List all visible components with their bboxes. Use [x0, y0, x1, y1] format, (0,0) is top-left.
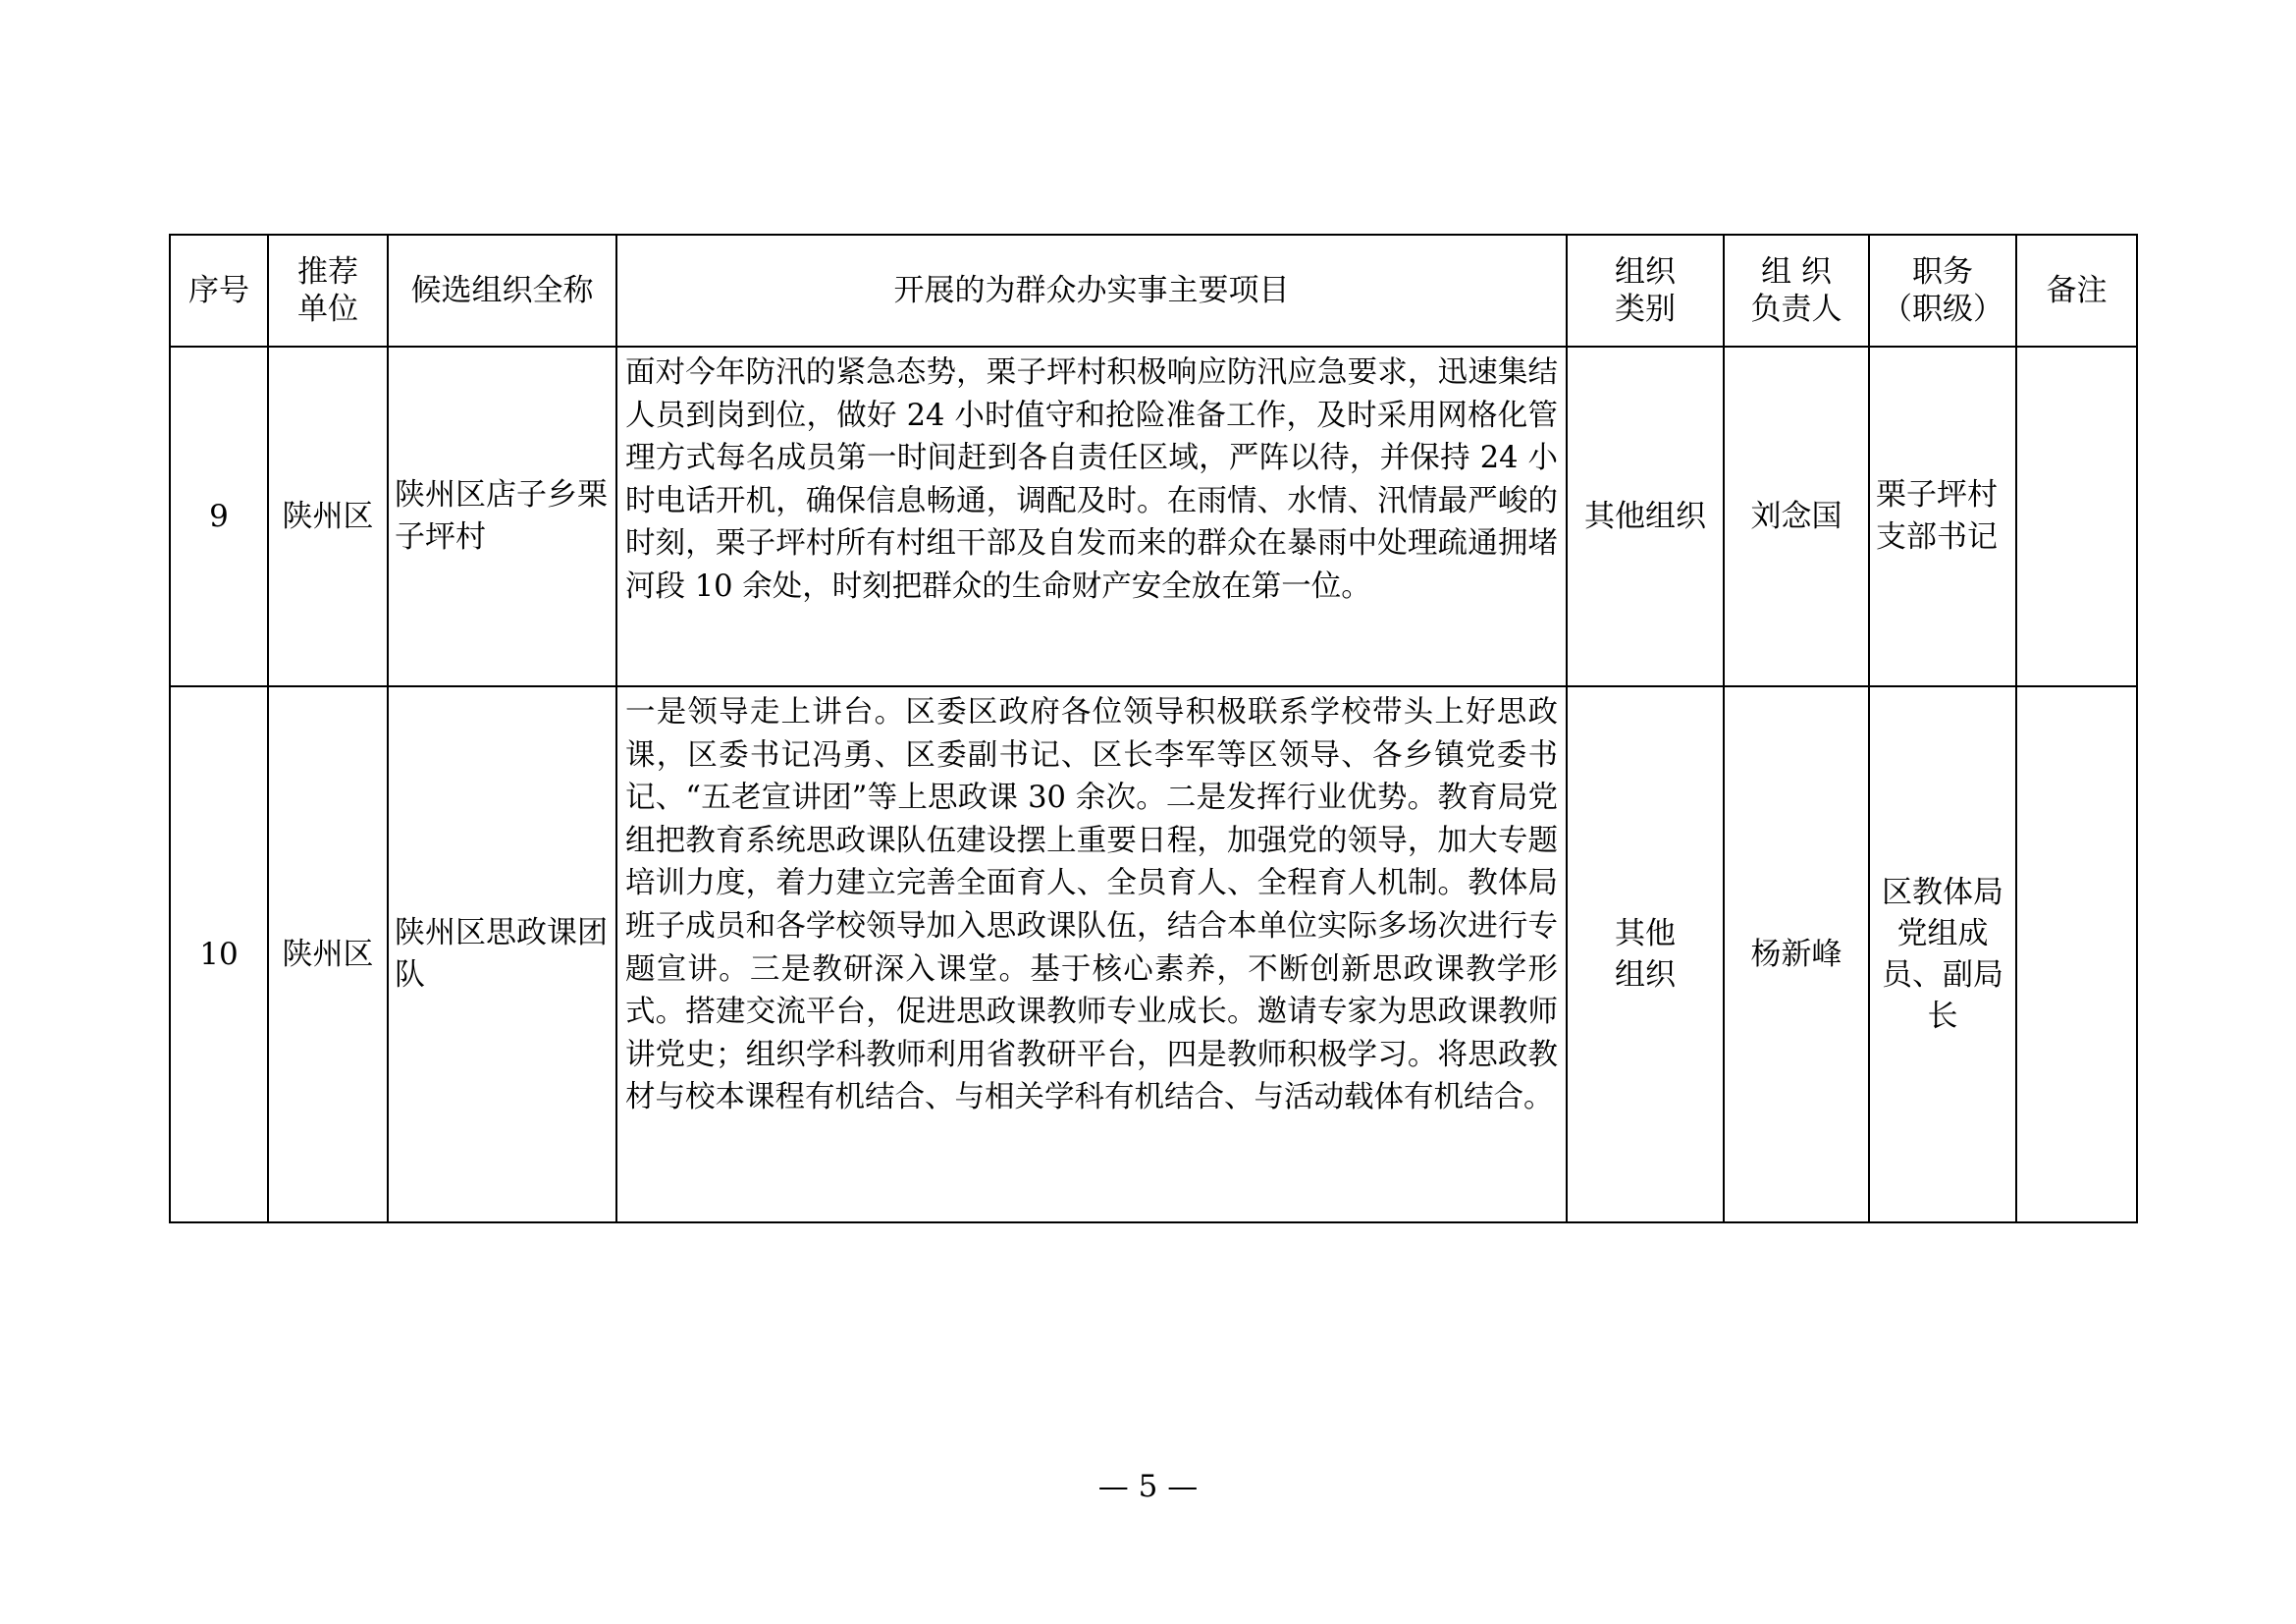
row-leader: 刘念国: [1724, 347, 1869, 686]
page-number: — 5 —: [1097, 1469, 1199, 1504]
header-position: 职务 （职级）: [1869, 235, 2016, 347]
table-row: [170, 686, 2137, 1222]
row-project: 面对今年防汛的紧急态势，栗子坪村积极响应防汛应急要求，迅速集结人员到岗到位，做好 24 小时值守和抢险准备工作，及时采用网格化管理方式每名成员第一时间赶到各自责任区域，严阵以待，并保持 24 小时电话开机，确保信息畅通，调配及时。在雨情、水情、汛情最严峻的时刻，栗子坪村所有村组干部及自发而来的群众在暴雨中处理疏通拥堵河段 10 余处，时刻把群众的生命财产安全放在第一位。: [616, 347, 1567, 686]
row-org-name: 陕州区思政课团队: [388, 686, 616, 1222]
row-position: 栗子坪村支部书记: [1869, 347, 2016, 686]
row-project: 一是领导走上讲台。区委区政府各位领导积极联系学校带头上好思政课，区委书记冯勇、区委副书记、区长李军等区领导、各乡镇党委书记、“五老宣讲团”等上思政课 30 余次。二是发挥行业优势。教育局党组把教育系统思政课队伍建设摆上重要日程，加强党的领导，加大专题培训力度，着力建立完善全面育人、全员育人、全程育人机制。教体局班子成员和各学校领导加入思政课队伍，结合本单位实际多场次进行专题宣讲。三是教研深入课堂。基于核心素养，不断创新思政课教学形式。搭建交流平台，促进思政课教师专业成长。邀请专家为思政课教师讲党史；组织学科教师利用省教研平台，四是教师积极学习。将思政教材与校本课程有机结合、与相关学科有机结合、与活动载体有机结合。: [616, 686, 1567, 1222]
header-unit: 推荐 单位: [268, 235, 388, 347]
row-category: 其他 组织: [1567, 686, 1724, 1222]
row-org-name: 陕州区店子乡栗子坪村: [388, 347, 616, 686]
header-name: 候选组织全称: [388, 235, 616, 347]
header-no: 序号: [170, 235, 268, 347]
header-project: 开展的为群众办实事主要项目: [616, 235, 1567, 347]
row-position: 区教体局 党组成 员、副局 长: [1869, 686, 2016, 1222]
row-unit: 陕州区: [268, 347, 388, 686]
row-remark: [2016, 686, 2137, 1222]
row-leader: 杨新峰: [1724, 686, 1869, 1222]
header-leader: 组 织 负责人: [1724, 235, 1869, 347]
header-remark: 备注: [2016, 235, 2137, 347]
candidate-table: [169, 234, 2138, 1223]
row-unit: 陕州区: [268, 686, 388, 1222]
row-remark: [2016, 347, 2137, 686]
table-row: [170, 347, 2137, 686]
row-no: 9: [170, 347, 268, 686]
row-category: 其他组织: [1567, 347, 1724, 686]
header-category: 组织 类别: [1567, 235, 1724, 347]
row-no: 10: [170, 686, 268, 1222]
table-header-row: [170, 235, 2137, 347]
